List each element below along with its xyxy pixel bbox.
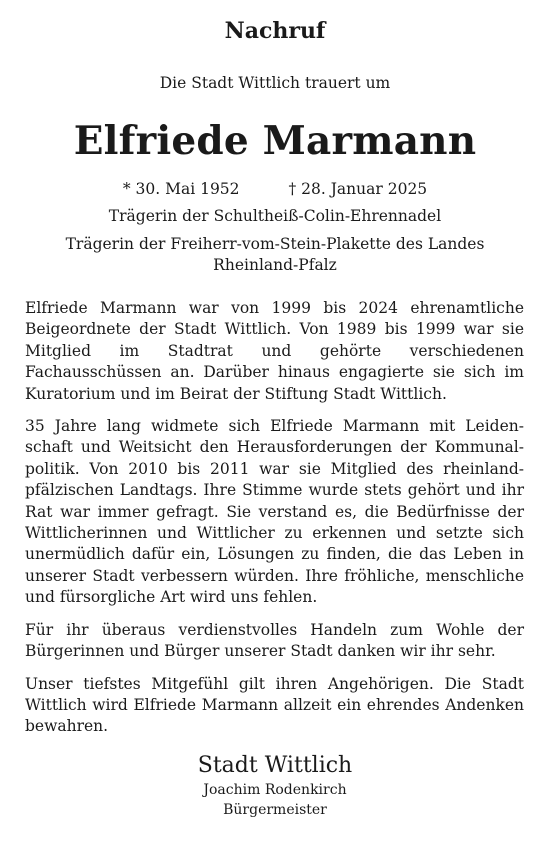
- deceased-name: Elfriede Marmann: [73, 118, 477, 164]
- body-paragraph: Elfriede Marmann war von 1999 bis 2024 ehrenamtliche Beigeordnete der Stadt Wittlich. Von 1989 bis 1999 war sie Mitglied im Stadtrat und gehörte verschiedenen Fachausschüssen an. Darüber hinaus engagierte sie sich im Kuratorium und im Beirat der Stiftung Stadt Wittlich.: [25, 299, 524, 403]
- notice-title: Nachruf: [224, 18, 326, 44]
- body-paragraph: Unser tiefstes Mitgefühl gilt ihren Angehörigen. Die Stadt Wittlich wird Elfriede Marmann allzeit ein ehrendes Andenken bewahren.: [25, 674, 524, 736]
- signature-role: Bürgermeister: [223, 802, 327, 818]
- obituary-body: [25, 298, 524, 749]
- honor-line-1: Trägerin der Schultheiß-Colin-Ehrennadel: [108, 207, 442, 225]
- signature-person: Joachim Rodenkirch: [203, 782, 347, 798]
- death-date: † 28. Januar 2025: [288, 180, 428, 198]
- honor-line-2b: Rheinland-Pfalz: [213, 256, 337, 274]
- intro-line: Die Stadt Wittlich trauert um: [159, 74, 391, 92]
- honor-line-2: [0, 234, 550, 276]
- birth-date: * 30. Mai 1952: [122, 180, 240, 198]
- body-paragraph: 35 Jahre lang widmete sich Elfriede Marmann mit Leidenschaft und Weitsicht den Herausforderungen der Kommunalpolitik. Von 2010 bis 2011 war sie Mitglied des rheinland-pfälzischen Landtags. Ihre Stimme wurde stets gehört und ihr Rat war immer gefragt. Sie verstand es, die Bedürfnisse der Wittlicherinnen und Wittlicher zu erkennen und setzte sich unermüdlich dafür ein, Lösungen zu finden, die das Leben in unserer Stadt verbessern würden. Ihre fröhliche, menschliche und fürsorgliche Art wird uns fehlen.: [25, 417, 524, 607]
- body-paragraph: Für ihr überaus verdienstvolles Handeln zum Wohle der Bürgerinnen und Bürger unserer Stadt danken wir ihr sehr.: [25, 620, 524, 661]
- honor-line-2a: Trägerin der Freiherr-vom-Stein-Plakette des Landes: [65, 235, 485, 253]
- signature-organization: Stadt Wittlich: [197, 753, 353, 778]
- life-dates: [0, 180, 550, 198]
